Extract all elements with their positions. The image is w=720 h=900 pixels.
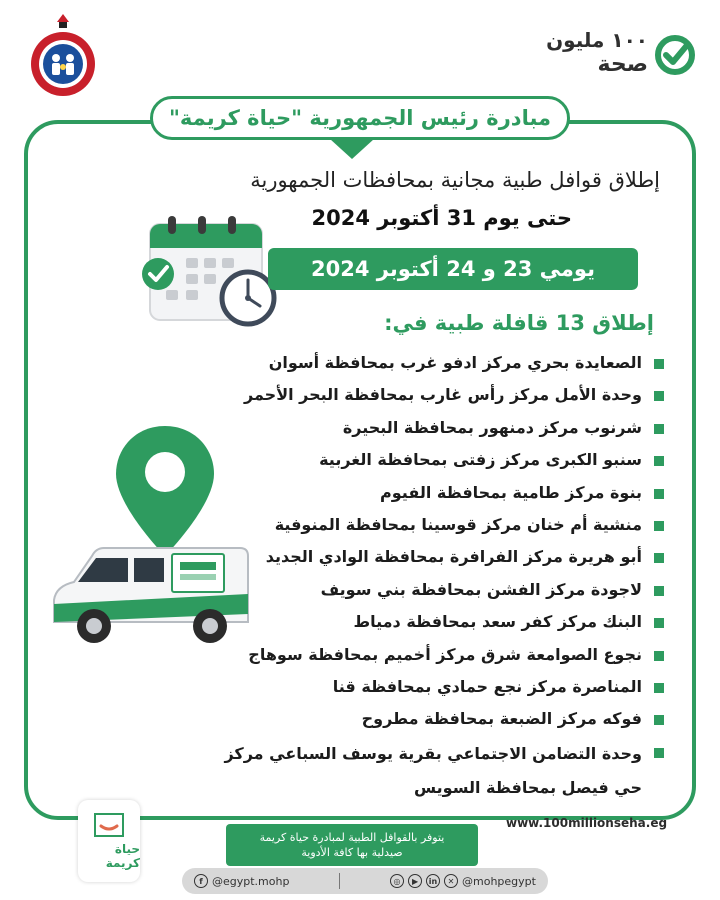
bullet-icon xyxy=(654,715,664,725)
list-item: الصعايدة بحري مركز ادفو غرب بمحافظة أسوان xyxy=(224,348,664,380)
bullet-icon xyxy=(654,456,664,466)
initiative-banner xyxy=(150,96,570,140)
social-handle-left[interactable]: @egypt.mohp xyxy=(212,874,290,888)
info-line-1: يتوفر بالقوافل الطبية لمبادرة حياة كريمة xyxy=(259,831,445,844)
until-date: حتى يوم 31 أكتوبر 2024 xyxy=(311,206,572,230)
social-handle-right[interactable]: @mohpegypt xyxy=(462,874,536,888)
list-item: سنبو الكبرى مركز زفتى بمحافظة الغربية xyxy=(224,445,664,477)
medical-van-image xyxy=(44,538,254,646)
logo-100m-line1: ١٠٠ مليون xyxy=(546,28,648,52)
bullet-icon xyxy=(654,521,664,531)
launch-heading: إطلاق 13 قافلة طبية في: xyxy=(384,311,654,335)
banner-title: مبادرة رئيس الجمهورية "حياة كريمة" xyxy=(168,106,552,130)
intro-subtitle: إطلاق قوافل طبية مجانية بمحافظات الجمهورية xyxy=(250,168,660,192)
days-label: يومي 23 و 24 أكتوبر 2024 xyxy=(311,257,595,281)
youtube-icon[interactable]: ▶ xyxy=(408,874,422,888)
list-item: أبو هريرة مركز الفرافرة بمحافظة الوادي الجديد xyxy=(224,542,664,574)
pharmacy-info xyxy=(226,824,478,866)
list-item: بنوة مركز طامية بمحافظة الفيوم xyxy=(224,478,664,510)
list-item: وحدة الأمل مركز رأس غارب بمحافظة البحر الأحمر xyxy=(224,380,664,412)
list-item: فوكه مركز الضبعة بمحافظة مطروح xyxy=(224,704,664,736)
banner-pointer xyxy=(330,139,374,159)
bullet-icon xyxy=(654,748,664,758)
bullet-icon xyxy=(654,489,664,499)
100m-seha-logo xyxy=(546,28,696,82)
calendar-clock-icon xyxy=(136,212,284,334)
list-item: البنك مركز كفر سعد بمحافظة دمياط xyxy=(224,607,664,639)
check-circle-icon xyxy=(654,34,696,76)
list-item: نجوع الصوامعة شرق مركز أخميم بمحافظة سوهاج xyxy=(224,640,664,672)
logo-100m-line2: صحة xyxy=(597,52,648,77)
info-line-2: صيدلية بها كافة الأدوية xyxy=(301,846,403,859)
bullet-icon xyxy=(654,651,664,661)
instagram-icon[interactable]: ◎ xyxy=(390,874,404,888)
facebook-icon[interactable]: f xyxy=(194,874,208,888)
divider xyxy=(339,873,340,889)
social-bar xyxy=(182,868,548,894)
list-item: منشية أم خنان مركز قوسينا بمحافظة المنوفية xyxy=(224,510,664,542)
list-item: المناصرة مركز نجع حمادي بمحافظة قنا xyxy=(224,672,664,704)
bullet-icon xyxy=(654,359,664,369)
bullet-icon xyxy=(654,553,664,563)
bullet-icon xyxy=(654,586,664,596)
hayah-karima-mark-icon xyxy=(92,812,126,838)
linkedin-icon[interactable]: in xyxy=(426,874,440,888)
list-item: وحدة التضامن الاجتماعي بقرية يوسف السباعي مركز حي فيصل بمحافظة السويس xyxy=(224,737,664,805)
ministry-logo xyxy=(26,12,100,98)
x-icon[interactable]: ✕ xyxy=(444,874,458,888)
bullet-icon xyxy=(654,391,664,401)
bullet-icon xyxy=(654,618,664,628)
locations-list xyxy=(224,348,664,805)
website-link[interactable]: www.100millionseha.eg xyxy=(506,816,668,830)
days-highlight xyxy=(268,248,638,290)
hayah-karima-logo-text: حياة كريمة xyxy=(105,842,140,870)
list-item: شرنوب مركز دمنهور بمحافظة البحيرة xyxy=(224,413,664,445)
hayah-karima-logo xyxy=(78,800,140,882)
bullet-icon xyxy=(654,424,664,434)
bullet-icon xyxy=(654,683,664,693)
list-item: لاجودة مركز الفشن بمحافظة بني سويف xyxy=(224,575,664,607)
